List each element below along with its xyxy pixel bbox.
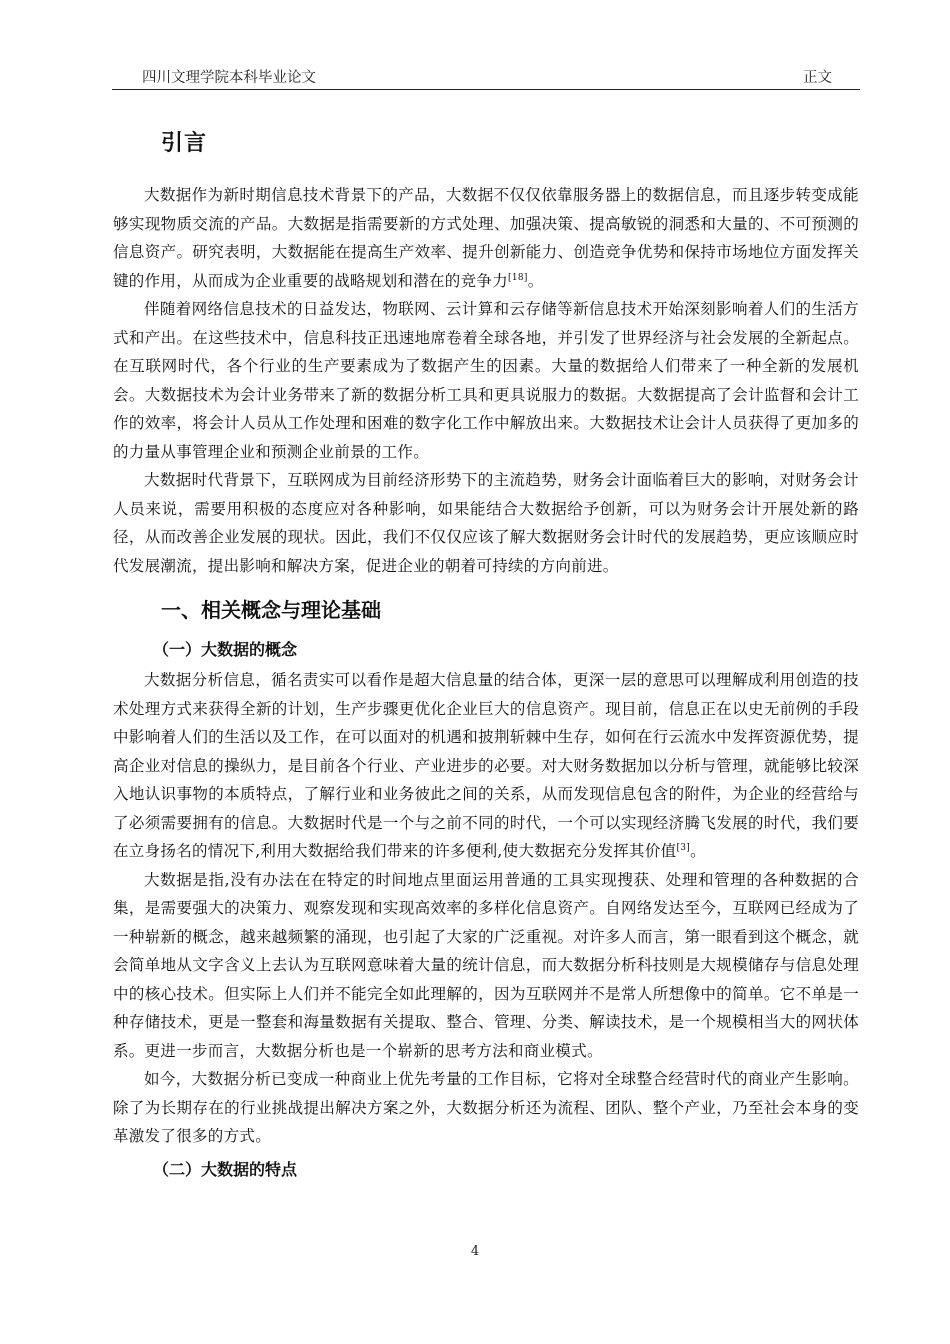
- subsection-1-heading: （一）大数据的概念: [153, 640, 298, 659]
- concept-paragraph-2: 大数据是指,没有办法在在特定的时间地点里面运用普通的工具实现搜获、处理和管理的各种数据的合集，是需要强大的决策力、观察发现和实现高效率的多样化信息资产。自网络发达至今，互联网已经成为了一种崭新的概念，越来越频繁的涌现，也引起了大家的广泛重视。对许多人而言，第一眼看到这个概念，就会简单地从文字含义上去认为互联网意味着大量的统计信息，而大数据分析科技则是大规模储存与信息处理中的核心技术。但实际上人们并不能完全如此理解的，因为互联网并不是常人所想像中的简单。它不单是一种存储技术，更是一整套和海量数据有关提取、整合、管理、分类、解读技术，是一个规模相当大的网状体系。更进一步而言，大数据分析也是一个崭新的思考方法和商业模式。: [113, 870, 859, 1060]
- intro-paragraph-2: 伴随着网络信息技术的日益发达，物联网、云计算和云存储等新信息技术开始深刻影响着人们的生活方式和产出。在这些技术中，信息科技正迅速地席卷着全球各地，并引发了世界经济与社会发展的全新起点。在互联网时代，各个行业的生产要素成为了数据产生的因素。大量的数据给人们带来了一种全新的发展机会。大数据技术为会计业务带来了新的数据分析工具和更具说服力的数据。大数据提高了会计监督和会计工作的效率，将会计人员从工作处理和困难的数字化工作中解放出来。大数据技术让会计人员获得了更加多的的力量从事管理企业和预测企业前景的工作。: [113, 300, 859, 461]
- header-thesis-title: 四川文理学院本科毕业论文: [142, 70, 316, 86]
- page-header: [112, 63, 860, 90]
- header-section-label: 正文: [803, 70, 832, 86]
- subsection-2-heading: （二）大数据的特点: [153, 1159, 298, 1179]
- citation-ref: [18]: [508, 272, 528, 283]
- citation-ref: [3]: [676, 842, 691, 853]
- page-body: [113, 118, 859, 1186]
- concept-paragraph-1: 大数据分析信息，循名责实可以看作是超大信息量的结合体，更深一层的意思可以理解成利用创造的技术处理方式来获得全新的计划，生产步骤更优化企业巨大的信息资产。现目前，信息正在以史无前例的手段中影响着人们的生活以及工作，在可以面对的机遇和披荆斩棘中生存，如何在行云流水中发挥资源优势，提高企业对信息的操纵力，是目前各个行业、产业进步的必要。对大财务数据加以分析与管理，就能够比较深入地认识事物的本质特点，了解行业和业务彼此之间的关系，从而发现信息包含的附件，为企业的经营给与了必须需要拥有的信息。大数据时代是一个与之前不同的时代，一个可以实现经济腾飞发展的时代，我们要在立身扬名的情况下,利用大数据给我们带来的许多便利,使大数据充分发挥其价值[3]。: [113, 671, 859, 860]
- intro-heading: 引言: [161, 131, 208, 156]
- page-number: 4: [470, 1244, 480, 1259]
- intro-paragraph-3: 大数据时代背景下，互联网成为目前经济形势下的主流趋势，财务会计面临着巨大的影响，对财务会计人员来说，需要用积极的态度应对各种影响，如果能结合大数据给予创新，可以为财务会计开展处新的路径，从而改善企业发展的现状。因此，我们不仅仅应该了解大数据财务会计时代的发展趋势，更应该顺应时代发展潮流，提出影响和解决方案，促进企业的朝着可持续的方向前进。: [113, 471, 859, 575]
- section-1-heading: 一、相关概念与理论基础: [161, 598, 381, 622]
- intro-paragraph-1: 大数据作为新时期信息技术背景下的产品，大数据不仅仅依靠服务器上的数据信息，而且逐步转变成能够实现物质交流的产品。大数据是指需要新的方式处理、加强决策、提高敏锐的洞悉和大量的、不可预测的信息资产。研究表明，大数据能在提高生产效率、提升创新能力、创造竞争优势和保持市场地位方面发挥关键的作用，从而成为企业重要的战略规划和潜在的竞争力[18]。: [113, 186, 859, 290]
- concept-paragraph-3: 如今，大数据分析已变成一种商业上优先考量的工作目标，它将对全球整合经营时代的商业产生影响。除了为长期存在的行业挑战提出解决方案之外，大数据分析还为流程、团队、整个产业，乃至社会本身的变革激发了很多的方式。: [113, 1070, 859, 1145]
